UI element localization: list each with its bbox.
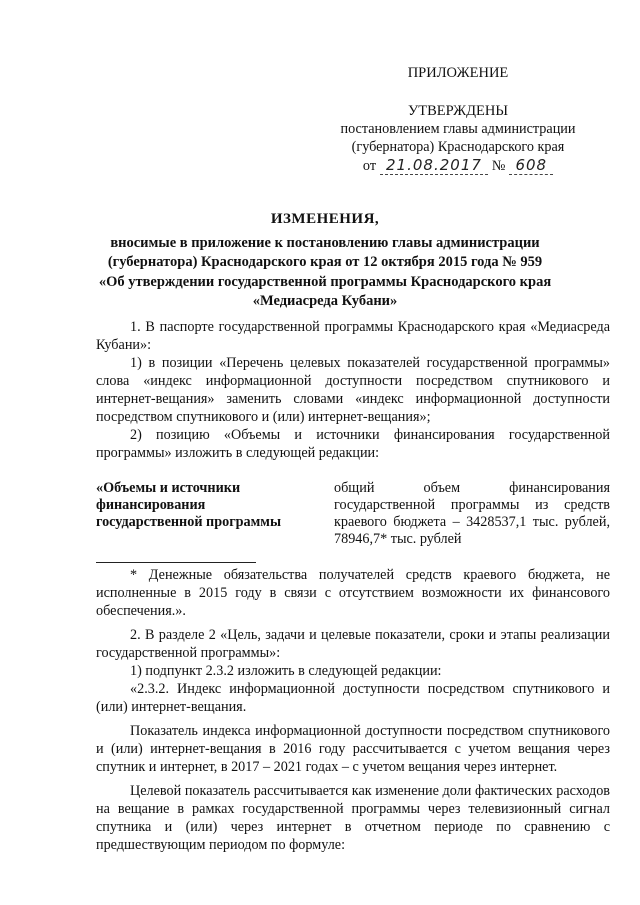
handwritten-date: 21.08.2017 [380, 156, 488, 175]
paragraph-4: 2. В разделе 2 «Цель, задачи и целевые показатели, сроки и этапы реализации государственной программы»: [96, 627, 610, 661]
title-line-4: «Медиасреда Кубани» [252, 293, 398, 309]
title-line-1: вносимые в приложение к постановлению главы администрации [110, 234, 540, 251]
paragraph-2: 1) в позиции «Перечень целевых показателей государственной программы» слова «индекс информационной доступности посредством спутникового и интернет-вещания» заменить словами «индекс информационной доступности посредством спутникового и (или) интернет-вещания»; [96, 355, 610, 425]
document-body [96, 318, 610, 854]
title-main: ИЗМЕНЕНИЯ, [270, 211, 380, 227]
approval-line-2: (губернатора) Краснодарского края [351, 139, 565, 155]
document-title [96, 210, 554, 312]
title-line-3: «Об утверждении государственной программы Краснодарского края [98, 273, 552, 290]
number-prefix: № [491, 158, 506, 174]
approval-date-line [328, 156, 588, 175]
footnote-divider [96, 562, 256, 563]
financing-table-label: «Объемы и источники финансирования государственной программы [96, 480, 282, 530]
financing-table [96, 480, 610, 548]
appendix-label: ПРИЛОЖЕНИЕ [407, 65, 509, 81]
paragraph-6: «2.3.2. Индекс информационной доступности посредством спутникового и (или) интернет-вещания. [96, 681, 610, 715]
footnote: * Денежные обязательства получателей средств краевого бюджета, не исполненные в 2015 году в связи с отсутствием возможности их финансового обеспечения.». [96, 567, 610, 619]
paragraph-7: Показатель индекса информационной доступности посредством спутникового и (или) интернет-вещания в 2016 году рассчитывается с учетом вещания через спутник и интернет, в 2017 – 2021 годах – с учетом вещания через интернет. [96, 723, 610, 775]
approval-line-1: постановлением главы администрации [340, 121, 576, 137]
paragraph-3: 2) позицию «Объемы и источники финансирования государственной программы» изложить в следующей редакции: [96, 427, 610, 461]
approval-stamp [328, 64, 588, 175]
paragraph-8: Целевой показатель рассчитывается как изменение доли фактических расходов на вещание в рамках государственной программы через телевизионный сигнал спутника и (или) через интернет в отчетном периоде по сравнению с предшествующим периодом по формуле: [96, 783, 610, 853]
handwritten-number: 608 [509, 156, 553, 175]
financing-table-value: общий объем финансирования государственной программы из средств краевого бюджета – 3428537,1 тыс. рублей, 78946,7* тыс. рублей [334, 480, 610, 547]
paragraph-5: 1) подпункт 2.3.2 изложить в следующей редакции: [130, 663, 442, 679]
paragraph-1: 1. В паспорте государственной программы Краснодарского края «Медиасреда Кубани»: [96, 319, 610, 353]
date-prefix: от [362, 158, 377, 174]
title-line-2: (губернатора) Краснодарского края от 12 октября 2015 года № 959 [107, 254, 543, 270]
approved-label: УТВЕРЖДЕНЫ [407, 103, 509, 119]
